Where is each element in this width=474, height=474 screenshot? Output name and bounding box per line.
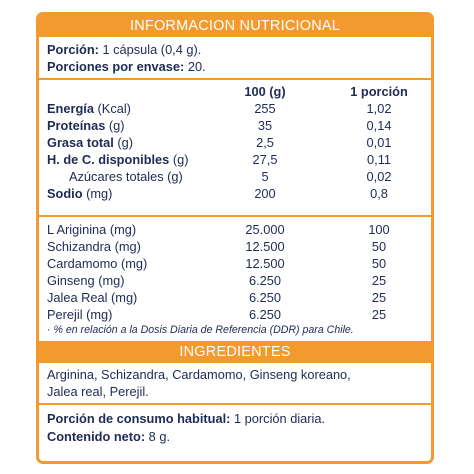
nutrient-value-100g: 200 [254, 186, 276, 201]
active-value-portion: 25 [371, 273, 387, 288]
portion-line [47, 42, 201, 57]
active-name: Perejil (mg) [47, 307, 113, 322]
net-content-line [47, 429, 170, 444]
nutrient-name: Azúcares totales (g) [69, 169, 183, 184]
ingredients-line-2: Jalea real, Perejil. [47, 384, 149, 399]
active-value-100g: 6.250 [248, 290, 282, 305]
consumption-label: Porción de consumo habitual: [47, 411, 231, 426]
active-value-portion: 50 [371, 239, 387, 254]
nutrition-header: INFORMACION NUTRICIONAL [39, 15, 431, 37]
active-value-portion: 100 [368, 222, 390, 237]
active-value-100g: 25.000 [245, 222, 285, 237]
nutrient-value-100g: 5 [261, 169, 269, 184]
nutrients-section [39, 80, 431, 217]
portion-value: 1 cápsula (0,4 g). [102, 42, 202, 57]
consumption-line [47, 411, 325, 426]
nutrient-name: Sodio (mg) [47, 186, 113, 201]
active-value-portion: 50 [371, 256, 387, 271]
nutrition-label [36, 12, 434, 464]
nutrient-value-portion: 1,02 [366, 101, 392, 116]
nutrient-name: Energía (Kcal) [47, 101, 131, 116]
portion-label: Porción: [47, 42, 99, 57]
per-pack-label: Porciones por envase: [47, 59, 185, 74]
ingredients-section [39, 363, 431, 405]
col-header-100g: 100 (g) [244, 84, 286, 99]
actives-section [39, 217, 431, 341]
net-content-value: 8 g. [148, 429, 171, 444]
per-pack-value: 20. [187, 59, 206, 74]
active-name: Cardamomo (mg) [47, 256, 148, 271]
ddr-footnote: · % en relación a la Dosis Diaria de Referencia (DDR) para Chile. [47, 324, 354, 336]
active-value-portion: 25 [371, 307, 387, 322]
nutrient-value-portion: 0,8 [370, 186, 388, 201]
nutrient-value-100g: 2,5 [256, 135, 274, 150]
nutrient-value-100g: 27,5 [252, 152, 278, 167]
active-name: Schizandra (mg) [47, 239, 141, 254]
nutrient-value-portion: 0,01 [366, 135, 392, 150]
active-name: Ginseng (mg) [47, 273, 125, 288]
active-name: Jalea Real (mg) [47, 290, 138, 305]
serving-section [39, 37, 431, 80]
col-header-portion: 1 porción [350, 84, 408, 99]
ingredients-header: INGREDIENTES [39, 341, 431, 363]
active-value-100g: 6.250 [248, 307, 282, 322]
active-value-100g: 12.500 [245, 239, 285, 254]
nutrient-name: Proteínas (g) [47, 118, 125, 133]
nutrient-name: Grasa total (g) [47, 135, 134, 150]
per-pack-line [47, 59, 206, 74]
ingredients-line-1: Arginina, Schizandra, Cardamomo, Ginseng koreano, [47, 367, 351, 382]
nutrient-value-portion: 0,11 [367, 152, 391, 167]
active-value-100g: 12.500 [245, 256, 285, 271]
nutrient-value-100g: 35 [257, 118, 273, 133]
nutrient-value-portion: 0,02 [366, 169, 392, 184]
active-value-portion: 25 [371, 290, 387, 305]
nutrient-name: H. de C. disponibles (g) [47, 152, 189, 167]
consumption-value: 1 porción diaria. [234, 411, 326, 426]
net-content-label: Contenido neto: [47, 429, 146, 444]
nutrient-value-100g: 255 [254, 101, 276, 116]
nutrient-value-portion: 0,14 [366, 118, 392, 133]
active-value-100g: 6.250 [248, 273, 282, 288]
active-name: L Ariginina (mg) [47, 222, 137, 237]
